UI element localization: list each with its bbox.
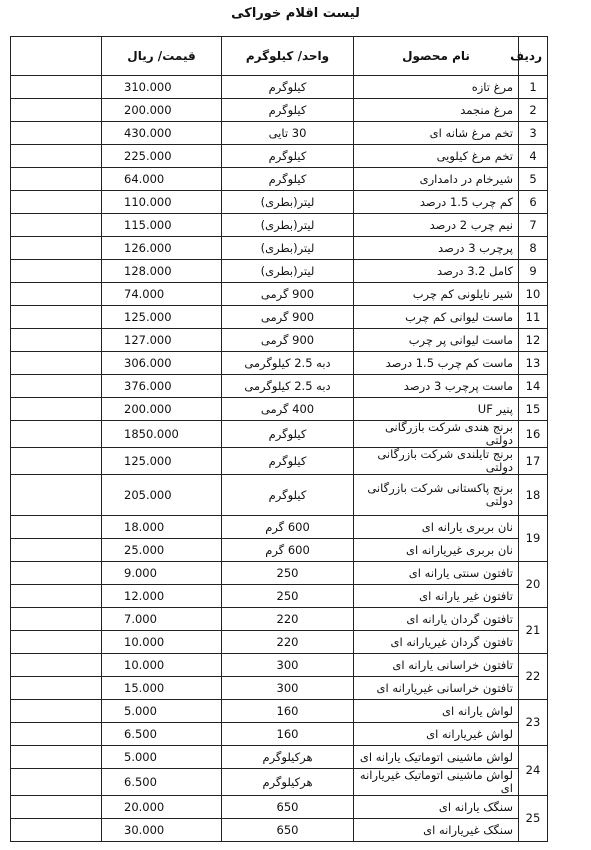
row-index: 20: [519, 562, 548, 608]
table-row: [11, 76, 548, 99]
empty-cell: [11, 585, 102, 608]
empty-cell: [11, 723, 102, 746]
empty-cell: [11, 654, 102, 677]
empty-cell: [11, 306, 102, 329]
product-price: 126.000: [102, 237, 222, 260]
table-row: [11, 237, 548, 260]
table-row: [11, 723, 548, 746]
product-unit: 600 گرم: [222, 539, 354, 562]
product-price: 5.000: [102, 746, 222, 769]
row-index: 3: [519, 122, 548, 145]
row-index: 23: [519, 700, 548, 746]
header-price: قیمت/ ریال: [102, 37, 222, 76]
product-name: تافتون غیر یارانه ای: [354, 585, 519, 608]
row-index: 5: [519, 168, 548, 191]
row-index: 11: [519, 306, 548, 329]
product-name: ماست کم چرب 1.5 درصد: [354, 352, 519, 375]
row-index: 22: [519, 654, 548, 700]
empty-cell: [11, 516, 102, 539]
empty-cell: [11, 352, 102, 375]
product-unit: 300: [222, 654, 354, 677]
product-name: ماست لیوانی پر چرب: [354, 329, 519, 352]
row-index: 7: [519, 214, 548, 237]
product-price: 10.000: [102, 654, 222, 677]
row-index: 13: [519, 352, 548, 375]
product-unit: لیتر(بطری): [222, 214, 354, 237]
table-row: [11, 352, 548, 375]
table-row: [11, 516, 548, 539]
product-name: برنج پاکستانی شرکت بازرگانی دولتی: [354, 475, 519, 516]
product-unit: دبه 2.5 کیلوگرمی: [222, 375, 354, 398]
row-index: 24: [519, 746, 548, 796]
table-row: [11, 448, 548, 475]
product-price: 6.500: [102, 723, 222, 746]
table-row: [11, 677, 548, 700]
product-unit: لیتر(بطری): [222, 191, 354, 214]
empty-cell: [11, 746, 102, 769]
table-row: [11, 306, 548, 329]
product-unit: هرکیلوگرم: [222, 769, 354, 796]
row-index: 15: [519, 398, 548, 421]
product-price: 9.000: [102, 562, 222, 585]
empty-cell: [11, 677, 102, 700]
product-price: 376.000: [102, 375, 222, 398]
product-unit: کیلوگرم: [222, 145, 354, 168]
product-name: لواش ماشینی اتوماتیک یارانه ای: [354, 746, 519, 769]
product-unit: 220: [222, 631, 354, 654]
product-unit: 900 گرمی: [222, 306, 354, 329]
document-title: لیست اقلام خوراکی: [231, 6, 360, 21]
product-name: نان بربری یارانه ای: [354, 516, 519, 539]
table-row: [11, 796, 548, 819]
product-unit: کیلوگرم: [222, 168, 354, 191]
product-unit: 220: [222, 608, 354, 631]
product-price: 74.000: [102, 283, 222, 306]
product-name: تافتون سنتی یارانه ای: [354, 562, 519, 585]
product-name: لواش ماشینی اتوماتیک غیریارانه ای: [354, 769, 519, 796]
product-name: لواش غیریارانه ای: [354, 723, 519, 746]
product-price: 18.000: [102, 516, 222, 539]
product-price: 1850.000: [102, 421, 222, 448]
product-unit: 900 گرمی: [222, 283, 354, 306]
product-name: تافتون خراسانی غیریارانه ای: [354, 677, 519, 700]
product-price: 310.000: [102, 76, 222, 99]
product-name: پنیر UF: [354, 398, 519, 421]
product-name: شیر نایلونی کم چرب: [354, 283, 519, 306]
product-name: مرغ منجمد: [354, 99, 519, 122]
product-price: 15.000: [102, 677, 222, 700]
empty-cell: [11, 122, 102, 145]
row-index: 16: [519, 421, 548, 448]
empty-cell: [11, 329, 102, 352]
product-name: سنگک غیریارانه ای: [354, 819, 519, 842]
product-price: 430.000: [102, 122, 222, 145]
product-name: لواش یارانه ای: [354, 700, 519, 723]
product-unit: کیلوگرم: [222, 76, 354, 99]
product-price: 20.000: [102, 796, 222, 819]
product-unit: لیتر(بطری): [222, 237, 354, 260]
header-empty: [11, 37, 102, 76]
table-row: [11, 819, 548, 842]
empty-cell: [11, 76, 102, 99]
product-unit: هرکیلوگرم: [222, 746, 354, 769]
product-price: 306.000: [102, 352, 222, 375]
product-unit: کیلوگرم: [222, 99, 354, 122]
product-price: 225.000: [102, 145, 222, 168]
product-unit: 250: [222, 585, 354, 608]
empty-cell: [11, 214, 102, 237]
table-row: [11, 398, 548, 421]
empty-cell: [11, 631, 102, 654]
empty-cell: [11, 769, 102, 796]
empty-cell: [11, 562, 102, 585]
product-price: 115.000: [102, 214, 222, 237]
header-idx: ردیف: [519, 37, 548, 76]
table-row: [11, 700, 548, 723]
product-unit: 650: [222, 796, 354, 819]
empty-cell: [11, 796, 102, 819]
table-row: [11, 769, 548, 796]
table-row: [11, 654, 548, 677]
product-unit: 160: [222, 723, 354, 746]
empty-cell: [11, 608, 102, 631]
product-name: شیرخام در دامداری: [354, 168, 519, 191]
product-unit: لیتر(بطری): [222, 260, 354, 283]
row-index: 12: [519, 329, 548, 352]
product-name: کامل 3.2 درصد: [354, 260, 519, 283]
product-name: کم چرب 1.5 درصد: [354, 191, 519, 214]
product-price: 30.000: [102, 819, 222, 842]
product-price: 25.000: [102, 539, 222, 562]
empty-cell: [11, 539, 102, 562]
table-row: [11, 631, 548, 654]
table-row: [11, 608, 548, 631]
empty-cell: [11, 99, 102, 122]
product-unit: دبه 2.5 کیلوگرمی: [222, 352, 354, 375]
header-name: نام محصول: [354, 37, 519, 76]
product-price: 200.000: [102, 99, 222, 122]
row-index: 17: [519, 448, 548, 475]
empty-cell: [11, 375, 102, 398]
product-name: نیم چرب 2 درصد: [354, 214, 519, 237]
empty-cell: [11, 260, 102, 283]
product-unit: 650: [222, 819, 354, 842]
product-price: 128.000: [102, 260, 222, 283]
product-name: تافتون گردان غیریارانه ای: [354, 631, 519, 654]
row-index: 1: [519, 76, 548, 99]
table-row: [11, 99, 548, 122]
product-price: 6.500: [102, 769, 222, 796]
product-price: 125.000: [102, 306, 222, 329]
product-price: 64.000: [102, 168, 222, 191]
row-index: 10: [519, 283, 548, 306]
product-name: سنگک یارانه ای: [354, 796, 519, 819]
table-row: [11, 585, 548, 608]
row-index: 2: [519, 99, 548, 122]
empty-cell: [11, 283, 102, 306]
product-name: تافتون گردان یارانه ای: [354, 608, 519, 631]
food-price-table: [10, 36, 548, 842]
product-price: 200.000: [102, 398, 222, 421]
product-name: تخم مرغ شانه ای: [354, 122, 519, 145]
empty-cell: [11, 421, 102, 448]
header-unit: واحد/ کیلوگرم: [222, 37, 354, 76]
product-name: پرچرب 3 درصد: [354, 237, 519, 260]
table-row: [11, 562, 548, 585]
table-row: [11, 475, 548, 516]
header-row: [11, 37, 548, 76]
empty-cell: [11, 700, 102, 723]
empty-cell: [11, 819, 102, 842]
table-row: [11, 329, 548, 352]
product-unit: کیلوگرم: [222, 475, 354, 516]
product-price: 125.000: [102, 448, 222, 475]
product-price: 10.000: [102, 631, 222, 654]
product-price: 12.000: [102, 585, 222, 608]
product-unit: 300: [222, 677, 354, 700]
product-name: مرغ تازه: [354, 76, 519, 99]
table-row: [11, 421, 548, 448]
product-name: ماست لیوانی کم چرب: [354, 306, 519, 329]
product-price: 5.000: [102, 700, 222, 723]
empty-cell: [11, 398, 102, 421]
empty-cell: [11, 448, 102, 475]
product-unit: 250: [222, 562, 354, 585]
product-unit: کیلوگرم: [222, 421, 354, 448]
product-name: تخم مرغ کیلویی: [354, 145, 519, 168]
table-row: [11, 145, 548, 168]
empty-cell: [11, 237, 102, 260]
product-price: 127.000: [102, 329, 222, 352]
empty-cell: [11, 191, 102, 214]
product-unit: 600 گرم: [222, 516, 354, 539]
product-unit: 30 تایی: [222, 122, 354, 145]
product-name: نان بربری غیریارانه ای: [354, 539, 519, 562]
table-row: [11, 191, 548, 214]
row-index: 4: [519, 145, 548, 168]
empty-cell: [11, 145, 102, 168]
table-row: [11, 214, 548, 237]
table-row: [11, 260, 548, 283]
row-index: 6: [519, 191, 548, 214]
product-price: 205.000: [102, 475, 222, 516]
product-price: 110.000: [102, 191, 222, 214]
table-row: [11, 746, 548, 769]
product-name: برنج تایلندی شرکت بازرگانی دولتی: [354, 448, 519, 475]
table-row: [11, 375, 548, 398]
empty-cell: [11, 475, 102, 516]
row-index: 25: [519, 796, 548, 842]
row-index: 21: [519, 608, 548, 654]
product-name: ماست پرچرب 3 درصد: [354, 375, 519, 398]
table-row: [11, 539, 548, 562]
row-index: 18: [519, 475, 548, 516]
row-index: 14: [519, 375, 548, 398]
product-price: 7.000: [102, 608, 222, 631]
table-row: [11, 122, 548, 145]
product-unit: 400 گرمی: [222, 398, 354, 421]
table-row: [11, 283, 548, 306]
product-unit: کیلوگرم: [222, 448, 354, 475]
product-unit: 900 گرمی: [222, 329, 354, 352]
table-row: [11, 168, 548, 191]
row-index: 8: [519, 237, 548, 260]
product-unit: 160: [222, 700, 354, 723]
row-index: 19: [519, 516, 548, 562]
row-index: 9: [519, 260, 548, 283]
empty-cell: [11, 168, 102, 191]
product-name: برنج هندی شرکت بازرگانی دولتی: [354, 421, 519, 448]
product-name: تافتون خراسانی یارانه ای: [354, 654, 519, 677]
